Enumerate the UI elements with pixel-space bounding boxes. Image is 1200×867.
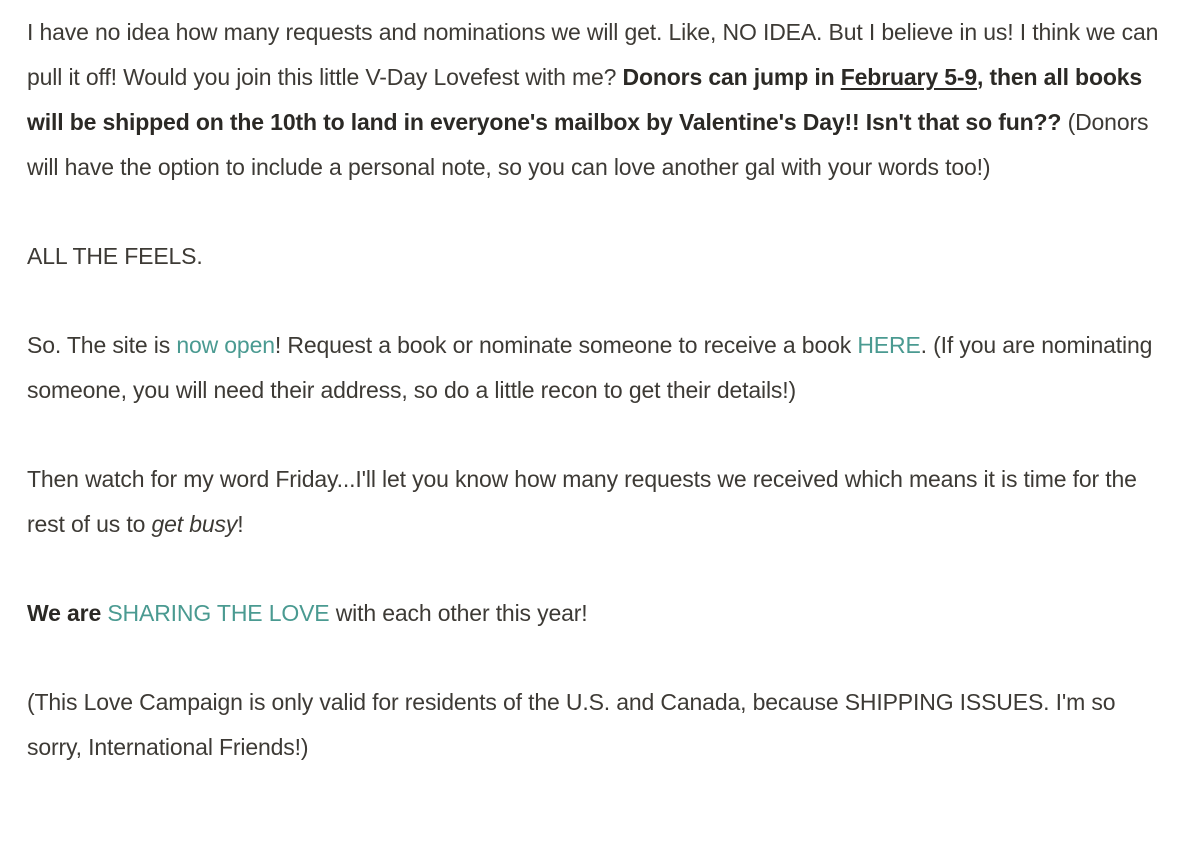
personal-note-info: (Donors will have the option to include a personal note, so you can love another gal with your words too!)	[27, 109, 1149, 180]
site-open-lead: So. The site is	[27, 332, 177, 358]
paragraph-gap	[27, 413, 1174, 457]
request-text: ! Request a book or nominate someone to receive a book	[274, 332, 858, 358]
shipping-info: , then all books will be shipped on the 10th to land in everyone's mailbox by Valentine's Day!! Isn't that so fun??	[27, 64, 1143, 135]
eligibility-text: (This Love Campaign is only valid for residents of the U.S. and Canada, because SHIPPING ISSUES. I'm so sorry, International Friends!)	[27, 689, 1116, 760]
exclamation: !	[237, 511, 244, 537]
now-open-link[interactable]: now open	[176, 332, 275, 358]
paragraph-all-the-feels	[27, 234, 1174, 279]
nominating-note: . (If you are nominating someone, you will need their address, so do a little recon to get their details!)	[27, 332, 1153, 403]
get-busy-emphasis: get busy	[151, 511, 238, 537]
paragraph-watch-friday	[27, 457, 1174, 547]
paragraph-gap	[27, 279, 1174, 323]
sharing-love-rest: with each other this year!	[329, 600, 588, 626]
paragraph-gap	[27, 547, 1174, 591]
all-the-feels-text: ALL THE FEELS.	[27, 243, 203, 269]
donor-dates: February 5-9	[840, 64, 978, 90]
intro-text: I have no idea how many requests and nominations we will get. Like, NO IDEA. But I believe in us! I think we can pull it off! Would you join this little V-Day Lovefest with me?	[27, 19, 1159, 90]
sharing-the-love-link[interactable]: SHARING THE LOVE	[107, 600, 330, 626]
here-link[interactable]: HERE	[857, 332, 921, 358]
paragraph-sharing-love	[27, 591, 1174, 636]
paragraph-gap	[27, 636, 1174, 680]
paragraph-donor-dates	[27, 0, 1174, 190]
watch-friday-text: Then watch for my word Friday...I'll let you know how many requests we received which means it is time for the rest of us to	[27, 466, 1137, 537]
paragraph-gap	[27, 190, 1174, 234]
paragraph-site-open	[27, 323, 1174, 413]
paragraph-eligibility-note	[27, 680, 1174, 770]
donor-window-lead: Donors can jump in	[622, 64, 841, 90]
we-are-lead: We are	[27, 600, 108, 626]
